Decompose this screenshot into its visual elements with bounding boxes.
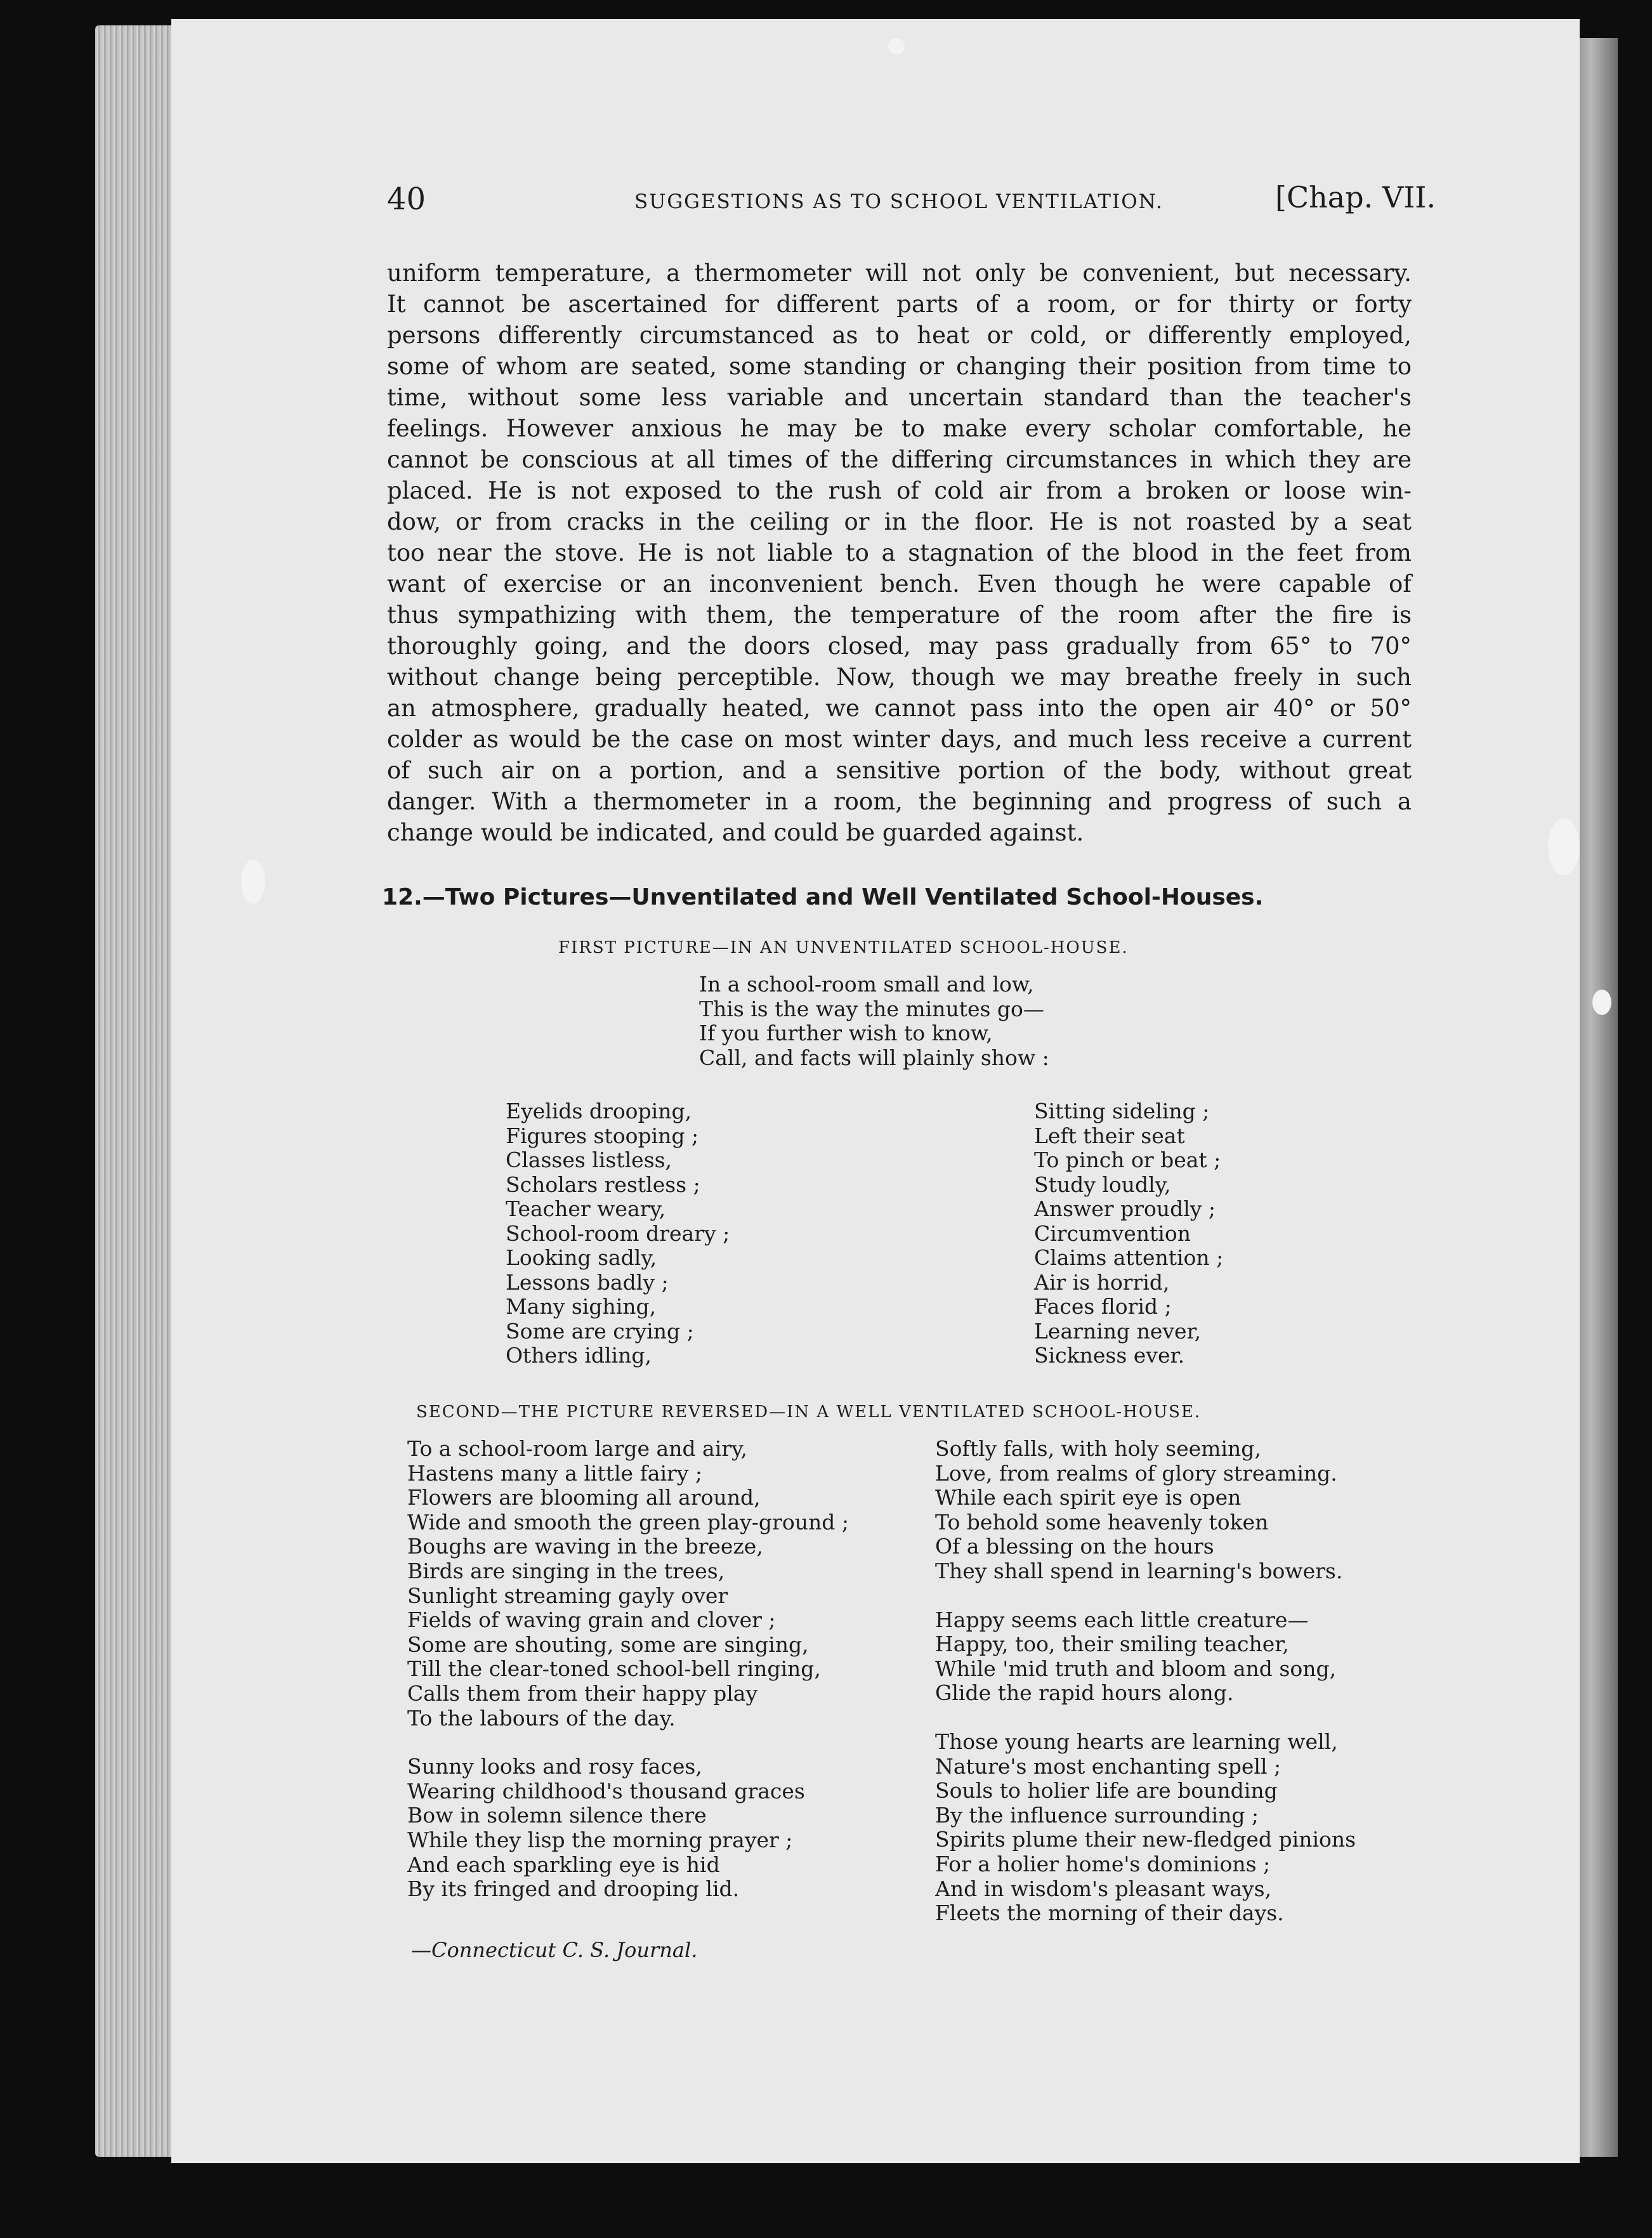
text-line: Fleets the morning of their days.: [935, 1901, 1284, 1926]
text-line: danger. With a thermometer in a room, the beginning and progress of such a: [387, 788, 1412, 815]
text-line: Figures stooping ;: [506, 1123, 699, 1148]
text-line: Sunlight streaming gayly over: [407, 1583, 728, 1608]
text-line: placed. He is not exposed to the rush of cold air from a broken or loose win-: [387, 477, 1412, 504]
text-line: In a school-room small and low,: [699, 972, 1034, 997]
text-line: Sunny looks and rosy faces,: [407, 1754, 702, 1779]
first-picture-left-column: [506, 1099, 730, 1368]
text-line: Circumvention: [1034, 1220, 1191, 1246]
first-picture-right-column: [1034, 1099, 1223, 1368]
text-line: While they lisp the morning prayer ;: [407, 1827, 793, 1852]
text-line: of such air on a portion, and a sensitive portion of the body, without great: [387, 757, 1412, 784]
text-line: thus sympathizing with them, the temperature of the room after the fire is: [387, 601, 1412, 629]
text-line: Happy seems each little creature—: [935, 1607, 1309, 1632]
text-line: change would be indicated, and could be guarded against.: [387, 819, 1084, 846]
attribution: —Connecticut C. S. Journal.: [411, 1938, 698, 1962]
text-line: an atmosphere, gradually heated, we cannot pass into the open air 40° or 50°: [387, 695, 1412, 722]
text-line: Left their seat: [1034, 1123, 1185, 1148]
text-line: Love, from realms of glory streaming.: [935, 1460, 1337, 1486]
text-line: School-room dreary ;: [506, 1220, 730, 1246]
text-line: Many sighing,: [506, 1294, 657, 1319]
text-line: Some are shouting, some are singing,: [407, 1632, 809, 1657]
text-line: Wide and smooth the green play-ground ;: [407, 1509, 849, 1535]
text-line: To a school-room large and airy,: [407, 1436, 747, 1461]
text-line: Others idling,: [506, 1343, 652, 1368]
stanza: [407, 1755, 849, 1902]
text-line: Nature's most enchanting spell ;: [935, 1753, 1282, 1779]
page-number: 40: [387, 181, 426, 217]
text-line: To pinch or beat ;: [1034, 1148, 1221, 1172]
stanza: [407, 1437, 849, 1731]
text-line: colder as would be the case on most winter days, and much less receive a current: [387, 726, 1412, 753]
text-line: cannot be conscious at all times of the differing circumstances in which they are: [387, 446, 1412, 473]
text-line: Eyelids drooping,: [506, 1099, 692, 1123]
text-line: While 'mid truth and bloom and song,: [935, 1656, 1337, 1681]
text-line: Spirits plume their new-fledged pinions: [935, 1827, 1356, 1852]
text-line: Answer proudly ;: [1034, 1196, 1216, 1221]
scan-speck: [45, 431, 70, 445]
scan-speck: [241, 860, 265, 904]
stanza: [935, 1437, 1356, 1584]
text-line: feelings. However anxious he may be to make every scholar comfortable, he: [387, 415, 1412, 442]
stanza: [935, 1730, 1356, 1926]
page: [171, 19, 1580, 2163]
text-line: Scholars restless ;: [506, 1172, 700, 1197]
intro-stanza: [699, 972, 1049, 1070]
text-line: Air is horrid,: [1034, 1269, 1170, 1295]
text-line: without change being perceptible. Now, though we may breathe freely in such: [387, 664, 1412, 691]
text-line: It cannot be ascertained for different parts of a room, or for thirty or forty: [387, 291, 1412, 318]
text-line: They shall spend in learning's bowers.: [935, 1558, 1343, 1583]
text-line: dow, or from cracks in the ceiling or in the floor. He is not roasted by a seat: [387, 508, 1412, 535]
text-line: some of whom are seated, some standing or changing their position from time to: [387, 353, 1412, 380]
text-line: Call, and facts will plainly show :: [699, 1045, 1049, 1070]
binding-edge: [1573, 38, 1618, 2157]
text-line: Sitting sideling ;: [1034, 1099, 1210, 1123]
scan-speck: [1592, 990, 1611, 1015]
text-line: Till the clear-toned school-bell ringing,: [407, 1656, 821, 1682]
text-line: Birds are singing in the trees,: [407, 1558, 725, 1583]
text-line: Teacher weary,: [506, 1196, 666, 1221]
text-line: Boughs are waving in the breeze,: [407, 1534, 763, 1559]
second-picture-right-column: [935, 1437, 1356, 1926]
text-line: Claims attention ;: [1034, 1245, 1224, 1270]
text-line: time, without some less variable and uncertain standard than the teacher's: [387, 384, 1412, 411]
text-line: Happy, too, their smiling teacher,: [935, 1632, 1289, 1657]
text-line: Of a blessing on the hours: [935, 1534, 1214, 1559]
text-line: Classes listless,: [506, 1148, 672, 1172]
text-line: Sickness ever.: [1034, 1343, 1185, 1368]
second-picture-left-column: [407, 1437, 849, 1902]
scan-speck: [47, 1521, 66, 1528]
text-line: This is the way the minutes go—: [699, 996, 1044, 1021]
text-line: Those young hearts are learning well,: [935, 1729, 1338, 1754]
first-picture-subheading: FIRST PICTURE—IN AN UNVENTILATED SCHOOL-HOUSE.: [558, 938, 1129, 957]
section-heading: 12.—Two Pictures—Unventilated and Well Ventilated School-Houses.: [382, 884, 1264, 910]
scan-speck: [888, 38, 905, 55]
text-line: By its fringed and drooping lid.: [407, 1876, 740, 1902]
scan-speck: [1548, 818, 1580, 875]
second-picture-subheading: SECOND—THE PICTURE REVERSED—IN A WELL VENTILATED SCHOOL-HOUSE.: [416, 1403, 1202, 1422]
text-line: uniform temperature, a thermometer will not only be convenient, but necessary.: [387, 259, 1412, 287]
text-line: And each sparkling eye is hid: [407, 1852, 720, 1877]
text-line: Wearing childhood's thousand graces: [407, 1778, 805, 1803]
stanza: [935, 1608, 1356, 1706]
chapter-reference: [Chap. VII.: [1275, 180, 1436, 214]
text-line: want of exercise or an inconvenient bench. Even though he were capable of: [387, 570, 1412, 598]
running-head: SUGGESTIONS AS TO SCHOOL VENTILATION.: [634, 190, 1164, 213]
text-line: Learning never,: [1034, 1318, 1202, 1344]
text-line: Looking sadly,: [506, 1245, 657, 1270]
text-line: Hastens many a little fairy ;: [407, 1460, 703, 1486]
text-line: Flowers are blooming all around,: [407, 1485, 761, 1510]
text-line: Study loudly,: [1034, 1172, 1171, 1197]
text-line: For a holier home's dominions ;: [935, 1851, 1271, 1876]
scan-speck: [33, 1510, 41, 1533]
text-line: To behold some heavenly token: [935, 1509, 1269, 1535]
text-line: If you further wish to know,: [699, 1021, 993, 1046]
text-line: too near the stove. He is not liable to a stagnation of the blood in the feet from: [387, 539, 1412, 566]
body-paragraph: [387, 258, 1412, 848]
text-line: Souls to holier life are bounding: [935, 1778, 1278, 1803]
text-line: And in wisdom's pleasant ways,: [935, 1876, 1271, 1901]
text-line: Calls them from their happy play: [407, 1680, 758, 1706]
text-line: thoroughly going, and the doors closed, may pass gradually from 65° to 70°: [387, 632, 1412, 660]
text-line: Faces florid ;: [1034, 1294, 1172, 1319]
text-line: Bow in solemn silence there: [407, 1803, 707, 1828]
text-line: Fields of waving grain and clover ;: [407, 1607, 776, 1633]
text-line: Some are crying ;: [506, 1318, 694, 1344]
text-line: By the influence surrounding ;: [935, 1802, 1259, 1828]
text-line: Glide the rapid hours along.: [935, 1680, 1234, 1706]
text-line: Softly falls, with holy seeming,: [935, 1436, 1261, 1461]
text-line: To the labours of the day.: [407, 1705, 676, 1731]
text-line: While each spirit eye is open: [935, 1485, 1242, 1510]
text-line: persons differently circumstanced as to heat or cold, or differently employed,: [387, 322, 1412, 349]
text-line: Lessons badly ;: [506, 1269, 669, 1295]
